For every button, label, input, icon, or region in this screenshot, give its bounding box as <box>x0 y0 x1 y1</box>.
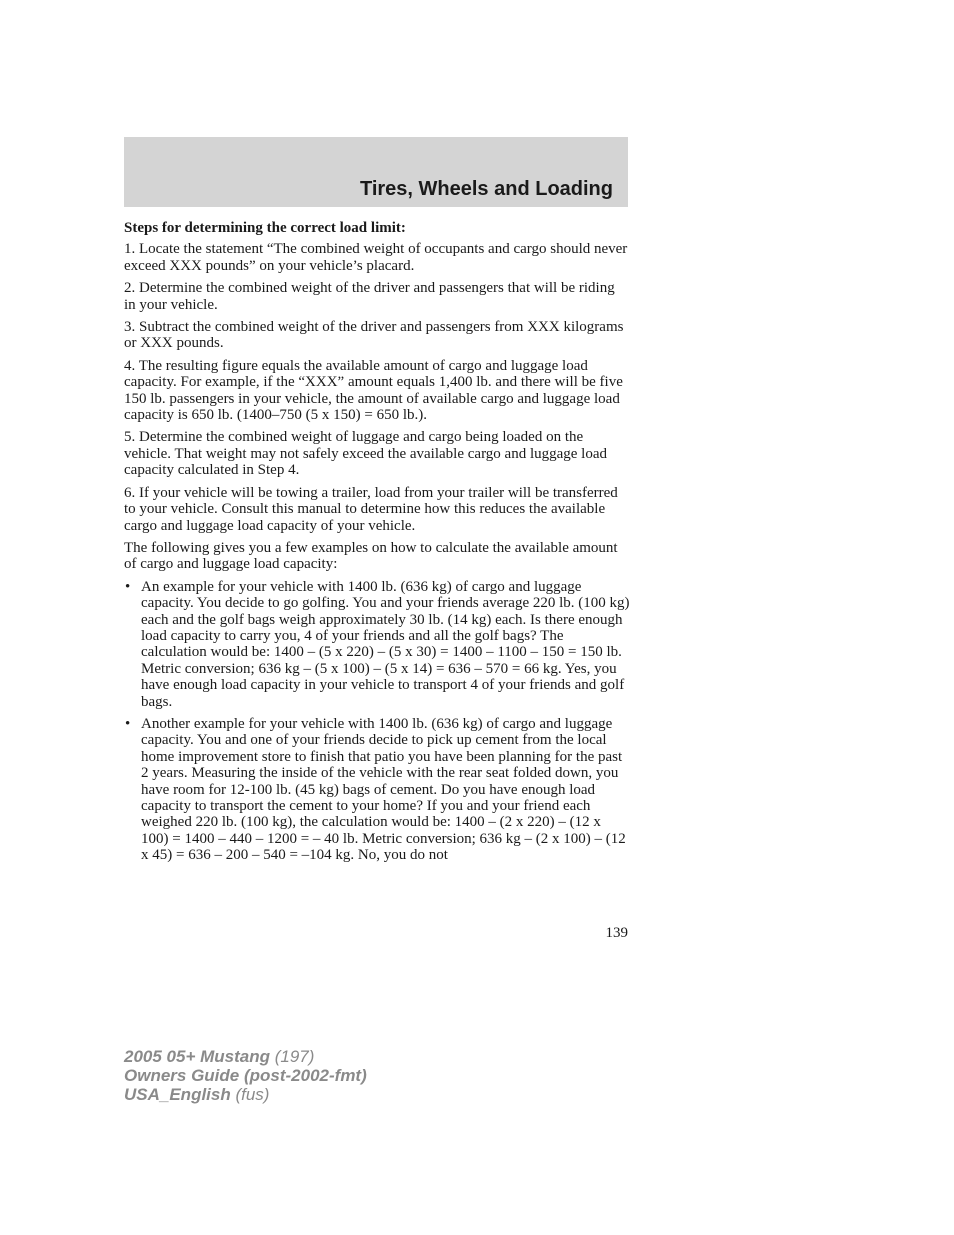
step-3: 3. Subtract the combined weight of the driver and passengers from XXX kilograms or XXX pounds. <box>124 319 624 352</box>
example-golf <box>124 579 630 710</box>
page-number: 139 <box>605 925 628 941</box>
examples-list <box>124 579 630 864</box>
document-footer <box>124 1047 367 1104</box>
section-title: Tires, Wheels and Loading <box>359 178 613 200</box>
step-2: 2. Determine the combined weight of the driver and passengers that will be riding in your vehicle. <box>124 280 615 313</box>
footer-guide: Owners Guide (post-2002-fmt) <box>124 1066 367 1085</box>
step-4: 4. The resulting figure equals the available amount of cargo and luggage load capacity. For example, if the “XXX” amount equals 1,400 lb. and there will be five 150 lb. passengers in your vehicle, the amount of available cargo and luggage load capacity is 650 lb. (1400–750 (5 x 150) = 650 lb.). <box>124 357 623 424</box>
footer-line-2 <box>124 1066 367 1085</box>
steps-heading: Steps for determining the correct load limit: <box>124 220 406 236</box>
footer-line-1 <box>124 1047 367 1066</box>
bullet-marker: • <box>125 715 131 732</box>
footer-line-3 <box>124 1085 367 1104</box>
example-cement-text: Another example for your vehicle with 1400 lb. (636 kg) of cargo and luggage capacity. You and one of your friends decide to pick up cement from the local home improvement store to finish that patio you have been planning for the past 2 years. Measuring the inside of the vehicle with the rear seat folded down, you have room for 12-100 lb. (45 kg) bags of cement. Do you have enough load capacity to transport the cement to your home? If you and your friend each weighed 220 lb. (100 kg), the calculation would be: 1400 – (2 x 220) – (12 x 100) = 1400 – 440 – 1200 = – 40 lb. Metric conversion; 636 kg – (2 x 100) – (12 x 45) = 636 – 200 – 540 = –104 kg. No, you do not <box>141 715 626 864</box>
footer-model-code: (197) <box>270 1047 315 1066</box>
bullet-marker: • <box>125 578 131 595</box>
page-body <box>124 220 630 870</box>
example-golf-text: An example for your vehicle with 1400 lb. (636 kg) of cargo and luggage capacity. You decide to go golfing. You and your friends average 220 lb. (100 kg) each and the golf bags weigh approximately 30 lb. (14 kg) each. Is there enough load capacity to carry you, 4 of your friends and all the golf bags? The calculation would be: 1400 – (5 x 220) – (5 x 30) = 1400 – 1100 – 150 = 150 lb. Metric conversion; 636 kg – (5 x 100) – (5 x 14) = 636 – 570 = 66 kg. Yes, you have enough load capacity in your vehicle to transport 4 of your friends and golf bags. <box>141 578 630 710</box>
step-5: 5. Determine the combined weight of luggage and cargo being loaded on the vehicle. That weight may not safely exceed the available cargo and luggage load capacity calculated in Step 4. <box>124 429 608 479</box>
footer-language: USA_English <box>124 1085 231 1104</box>
example-cement <box>124 716 630 864</box>
step-6: 6. If your vehicle will be towing a trailer, load from your trailer will be transferred to your vehicle. Consult this manual to determine how this reduces the available cargo and luggage load capacity of your vehicle. <box>124 484 618 534</box>
footer-language-code: (fus) <box>230 1085 270 1104</box>
footer-model: 2005 05+ Mustang <box>124 1047 270 1066</box>
step-1: 1. Locate the statement “The combined weight of occupants and cargo should never exceed XXX pounds” on your vehicle’s placard. <box>124 241 628 274</box>
section-header-band <box>124 137 628 207</box>
examples-intro: The following gives you a few examples on how to calculate the available amount of cargo and luggage load capacity: <box>124 539 618 573</box>
